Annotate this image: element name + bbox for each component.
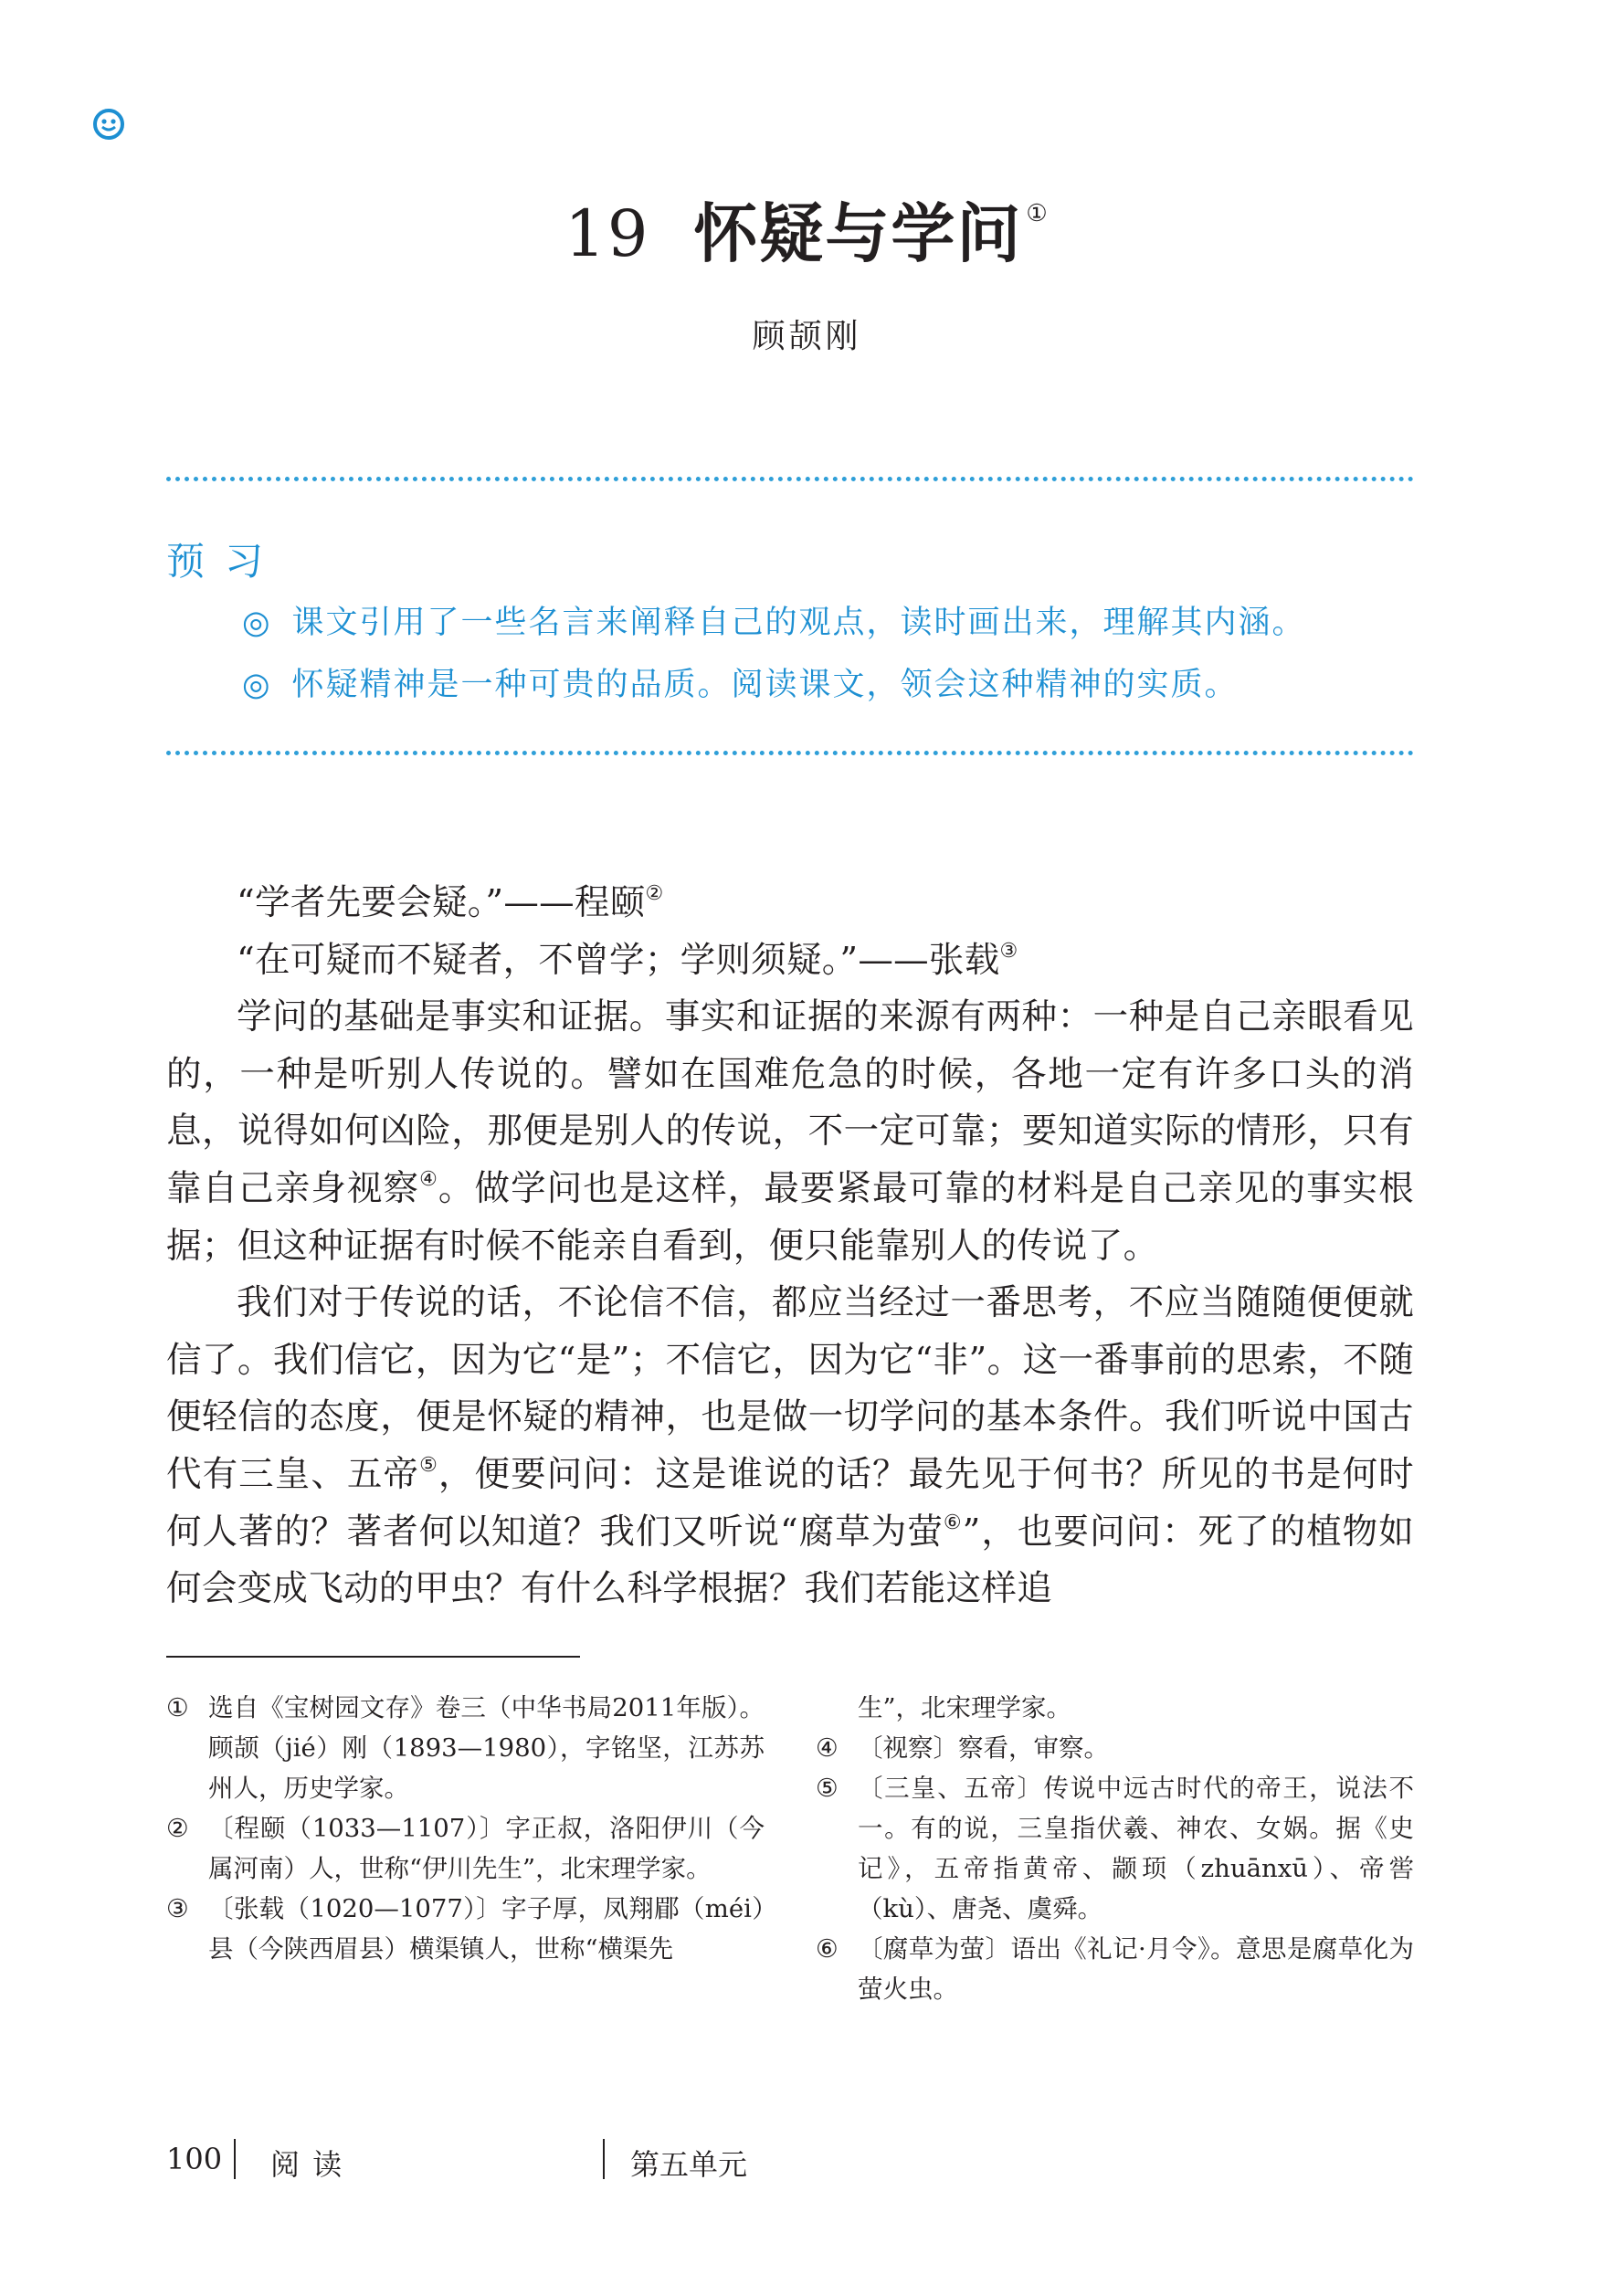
- footnote-item: ⑥ 〔腐草为萤〕语出《礼记·月令》。意思是腐草化为萤火虫。: [816, 1934, 1414, 2004]
- preview-item: [242, 659, 1239, 705]
- footnote-continuation: 生”，北宋理学家。: [858, 1693, 1072, 1722]
- footnote-marker: ⑥: [943, 1511, 963, 1534]
- lesson-title: [0, 183, 1614, 275]
- footnote-marker: ④: [419, 1167, 438, 1191]
- footer-divider: [234, 2139, 236, 2179]
- page-number: 100: [166, 2142, 223, 2176]
- footnote-item: ① 选自《宝树园文存》卷三（中华书局2011年版）。顾颉（jié）刚（1893—1980），字铭坚，江苏苏州人，历史学家。: [166, 1693, 765, 1803]
- quote-zhang-zai: “在可疑而不疑者，不曾学；学则须疑。”——张载③: [237, 939, 1018, 981]
- footer-unit: 第五单元: [630, 2147, 748, 2182]
- lesson-title-text: 怀疑与学问: [693, 195, 1023, 271]
- footnote-item: ④ 〔视察〕察看，审察。: [816, 1733, 1109, 1763]
- author-name: 顾颉刚: [752, 318, 862, 355]
- bullet-icon: ◎: [242, 667, 272, 703]
- dotted-divider-top: [166, 477, 1414, 481]
- article-body: [166, 875, 1414, 1618]
- footnotes-left-column: [166, 1688, 765, 1969]
- footnote-marker: ⑤: [419, 1453, 438, 1477]
- footer-divider: [603, 2139, 605, 2179]
- paragraph-1: 学问的基础是事实和证据。事实和证据的来源有两种：一种是自己亲眼看见的，一种是听别人传说的。譬如在国难危急的时候，各地一定有许多口头的消息，说得如何凶险，那便是别人的传说，不一定可靠；要知道实际的情形，只有靠自己亲身视察④。做学问也是这样，最要紧最可靠的材料是自己亲见的事实根据；但这种证据有时候不能亲自看到，便只能靠别人的传说了。: [166, 996, 1414, 1267]
- preview-heading: 预习: [166, 539, 284, 584]
- bullet-icon: ◎: [242, 605, 272, 641]
- dotted-divider-bottom: [166, 751, 1414, 755]
- footnotes-right-column: [816, 1688, 1414, 2009]
- lesson-number: 19: [564, 196, 650, 271]
- footnote-item: ② 〔程颐（1033—1107）〕字正叔，洛阳伊川（今属河南）人，世称“伊川先生”，北宋理学家。: [166, 1814, 765, 1883]
- smiley-icon: [92, 108, 125, 141]
- footnote-item: ③ 〔张载（1020—1077）〕字子厚，凤翔郿（méi）县（今陕西眉县）横渠镇人，世称“横渠先: [166, 1894, 765, 1964]
- footnote-marker: ②: [645, 882, 664, 905]
- title-footnote-marker: ①: [1026, 200, 1050, 227]
- preview-item: [242, 597, 1306, 643]
- preview-item-text: 课文引用了一些名言来阐释自己的观点，读时画出来，理解其内涵。: [291, 605, 1306, 641]
- footer-section: 阅 读: [270, 2147, 344, 2182]
- footnote-marker: ③: [999, 939, 1018, 963]
- footnote-item: ⑤ 〔三皇、五帝〕传说中远古时代的帝王，说法不一。有的说，三皇指伏羲、神农、女娲。据《史记》，五帝指黄帝、颛顼（zhuānxū）、帝喾（kù）、唐尧、虞舜。: [816, 1774, 1414, 1923]
- preview-item-text: 怀疑精神是一种可贵的品质。阅读课文，领会这种精神的实质。: [291, 667, 1239, 703]
- quote-cheng-yi: “学者先要会疑。”——程颐②: [237, 882, 664, 923]
- footnote-rule: [166, 1656, 580, 1658]
- paragraph-2: 我们对于传说的话，不论信不信，都应当经过一番思考，不应当随随便便就信了。我们信它，因为它“是”；不信它，因为它“非”。这一番事前的思索，不随便轻信的态度，便是怀疑的精神，也是做一切学问的基本条件。我们听说中国古代有三皇、五帝⑤，便要问问：这是谁说的话？最先见于何书？所见的书是何时何人著的？著者何以知道？我们又听说“腐草为萤⑥”，也要问问：死了的植物如何会变成飞动的甲虫？有什么科学根据？我们若能这样追: [166, 1282, 1414, 1610]
